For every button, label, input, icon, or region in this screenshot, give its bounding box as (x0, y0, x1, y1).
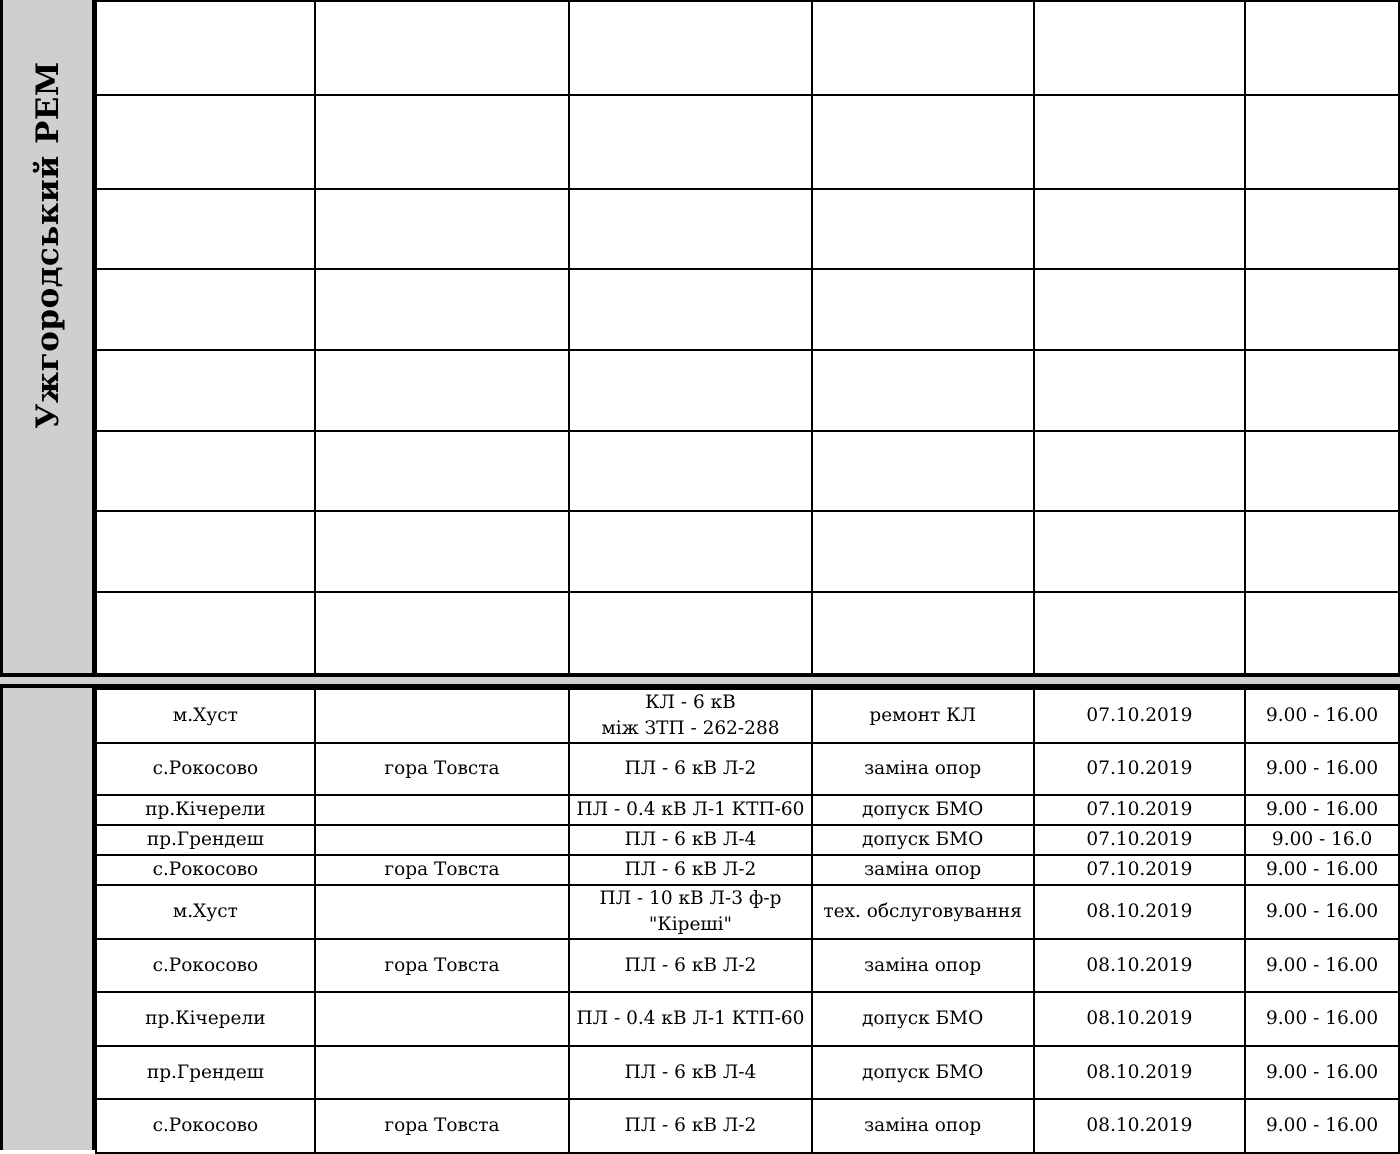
empty-cell (315, 95, 570, 189)
settlement-cell: пр.Кічерели (96, 992, 315, 1046)
empty-cell (96, 1, 315, 95)
line-cell (569, 795, 812, 825)
line-name: ПЛ - 10 кВ Л-3 ф-р (599, 888, 782, 909)
empty-cell (1245, 95, 1399, 189)
date-cell: 07.10.2019 (1034, 689, 1246, 743)
street-cell (315, 795, 569, 825)
time-cell: 9.00 - 16.00 (1245, 855, 1399, 885)
line-cell (569, 825, 812, 855)
empty-cell (96, 269, 315, 350)
settlement-cell: пр.Кічерели (96, 795, 315, 825)
empty-cell (1245, 592, 1399, 675)
empty-cell (96, 511, 315, 592)
empty-row (96, 95, 1399, 189)
date-cell: 08.10.2019 (1034, 885, 1246, 939)
line-cell (569, 689, 812, 743)
street-cell: гора Товста (315, 1099, 569, 1153)
table-row (96, 825, 1399, 855)
empty-cell (96, 189, 315, 269)
region-label-column-lower (0, 688, 95, 1150)
empty-cell (1034, 95, 1246, 189)
empty-cell (96, 431, 315, 511)
empty-cell (315, 1, 570, 95)
table-row (96, 743, 1399, 795)
empty-row (96, 511, 1399, 592)
date-cell: 08.10.2019 (1034, 992, 1246, 1046)
line-cell (569, 885, 812, 939)
empty-cell (812, 189, 1034, 269)
time-cell: 9.00 - 16.00 (1245, 1046, 1399, 1099)
work-type-cell: допуск БМО (812, 992, 1034, 1046)
empty-cell (96, 350, 315, 431)
empty-cell (812, 431, 1034, 511)
time-cell: 9.00 - 16.00 (1245, 992, 1399, 1046)
line-cell (569, 1099, 812, 1153)
date-cell: 08.10.2019 (1034, 939, 1246, 992)
empty-row (96, 269, 1399, 350)
date-cell: 08.10.2019 (1034, 1046, 1246, 1099)
empty-cell (812, 511, 1034, 592)
empty-cell (812, 95, 1034, 189)
line-name: ПЛ - 0.4 кВ Л-1 КТП-60 (576, 1008, 805, 1029)
table-row (96, 689, 1399, 743)
street-cell (315, 885, 569, 939)
empty-cell (812, 592, 1034, 675)
date-cell: 07.10.2019 (1034, 743, 1246, 795)
street-cell: гора Товста (315, 855, 569, 885)
street-cell (315, 689, 569, 743)
line-name: КЛ - 6 кВ (645, 692, 736, 713)
empty-cell (96, 592, 315, 675)
time-cell: 9.00 - 16.0 (1245, 825, 1399, 855)
line-cell (569, 939, 812, 992)
empty-cell (1245, 350, 1399, 431)
empty-cell (1034, 431, 1246, 511)
empty-cell (1034, 1, 1246, 95)
empty-cell (812, 350, 1034, 431)
line-cell (569, 1046, 812, 1099)
work-type-cell: заміна опор (812, 1099, 1034, 1153)
outage-schedule-table (95, 688, 1400, 1154)
table-row (96, 992, 1399, 1046)
empty-row (96, 592, 1399, 675)
table-row (96, 1099, 1399, 1153)
work-type-cell: заміна опор (812, 855, 1034, 885)
line-name: ПЛ - 0.4 кВ Л-1 КТП-60 (576, 799, 805, 820)
time-cell: 9.00 - 16.00 (1245, 885, 1399, 939)
empty-cell (1034, 189, 1246, 269)
empty-cell (569, 189, 812, 269)
empty-cell (569, 592, 812, 675)
line-cell (569, 855, 812, 885)
settlement-cell: с.Рокосово (96, 939, 315, 992)
empty-cell (569, 350, 812, 431)
section-separator (0, 673, 1400, 688)
line-name: ПЛ - 6 кВ Л-2 (624, 954, 757, 976)
work-type-cell: тех. обслуговування (812, 885, 1034, 939)
street-cell (315, 1046, 569, 1099)
empty-cell (96, 95, 315, 189)
empty-cell (1245, 431, 1399, 511)
table-row (96, 885, 1399, 939)
table-row (96, 855, 1399, 885)
date-cell: 08.10.2019 (1034, 1099, 1246, 1153)
settlement-cell: м.Хуст (96, 885, 315, 939)
region-label: Ужгородський РЕМ (29, 61, 66, 429)
time-cell: 9.00 - 16.00 (1245, 743, 1399, 795)
line-name: ПЛ - 6 кВ Л-2 (624, 758, 757, 779)
street-cell (315, 825, 569, 855)
empty-cell (1245, 1, 1399, 95)
time-cell: 9.00 - 16.00 (1245, 939, 1399, 992)
empty-cell (315, 431, 570, 511)
line-cell (569, 743, 812, 795)
empty-cell (315, 350, 570, 431)
top-empty-table (95, 0, 1400, 676)
line-name: ПЛ - 6 кВ Л-2 (624, 1115, 757, 1136)
work-type-cell: допуск БМО (812, 795, 1034, 825)
work-type-cell: допуск БМО (812, 1046, 1034, 1099)
settlement-cell: с.Рокосово (96, 743, 315, 795)
line-name: ПЛ - 6 кВ Л-4 (624, 829, 757, 850)
empty-row (96, 189, 1399, 269)
work-type-cell: допуск БМО (812, 825, 1034, 855)
empty-cell (569, 431, 812, 511)
settlement-cell: пр.Грендеш (96, 1046, 315, 1099)
empty-cell (1034, 269, 1246, 350)
empty-cell (812, 269, 1034, 350)
street-cell (315, 992, 569, 1046)
date-cell: 07.10.2019 (1034, 825, 1246, 855)
empty-cell (315, 269, 570, 350)
empty-cell (812, 1, 1034, 95)
date-cell: 07.10.2019 (1034, 855, 1246, 885)
line-name: ПЛ - 6 кВ Л-4 (624, 1061, 757, 1083)
empty-cell (1245, 511, 1399, 592)
region-label-column (0, 0, 95, 677)
empty-cell (1034, 592, 1246, 675)
empty-cell (569, 269, 812, 350)
empty-cell (315, 189, 570, 269)
settlement-cell: пр.Грендеш (96, 825, 315, 855)
empty-cell (1245, 189, 1399, 269)
empty-row (96, 431, 1399, 511)
table-row (96, 795, 1399, 825)
work-type-cell: заміна опор (812, 743, 1034, 795)
work-type-cell: ремонт КЛ (812, 689, 1034, 743)
empty-row (96, 350, 1399, 431)
empty-cell (315, 592, 570, 675)
line-name: ПЛ - 6 кВ Л-2 (624, 859, 757, 880)
empty-cell (1245, 269, 1399, 350)
time-cell: 9.00 - 16.00 (1245, 795, 1399, 825)
time-cell: 9.00 - 16.00 (1245, 689, 1399, 743)
empty-cell (569, 1, 812, 95)
empty-cell (315, 511, 570, 592)
work-type-cell: заміна опор (812, 939, 1034, 992)
empty-cell (1034, 511, 1246, 592)
empty-cell (1034, 350, 1246, 431)
street-cell: гора Товста (315, 939, 569, 992)
street-cell: гора Товста (315, 743, 569, 795)
line-detail: "Кіреші" (648, 914, 733, 935)
line-cell (569, 992, 812, 1046)
settlement-cell: с.Рокосово (96, 1099, 315, 1153)
settlement-cell: м.Хуст (96, 689, 315, 743)
date-cell: 07.10.2019 (1034, 795, 1246, 825)
settlement-cell: с.Рокосово (96, 855, 315, 885)
time-cell: 9.00 - 16.00 (1245, 1099, 1399, 1153)
table-row (96, 939, 1399, 992)
empty-cell (569, 511, 812, 592)
empty-cell (569, 95, 812, 189)
table-row (96, 1046, 1399, 1099)
empty-row (96, 1, 1399, 95)
line-detail: між ЗТП - 262-288 (601, 718, 780, 739)
